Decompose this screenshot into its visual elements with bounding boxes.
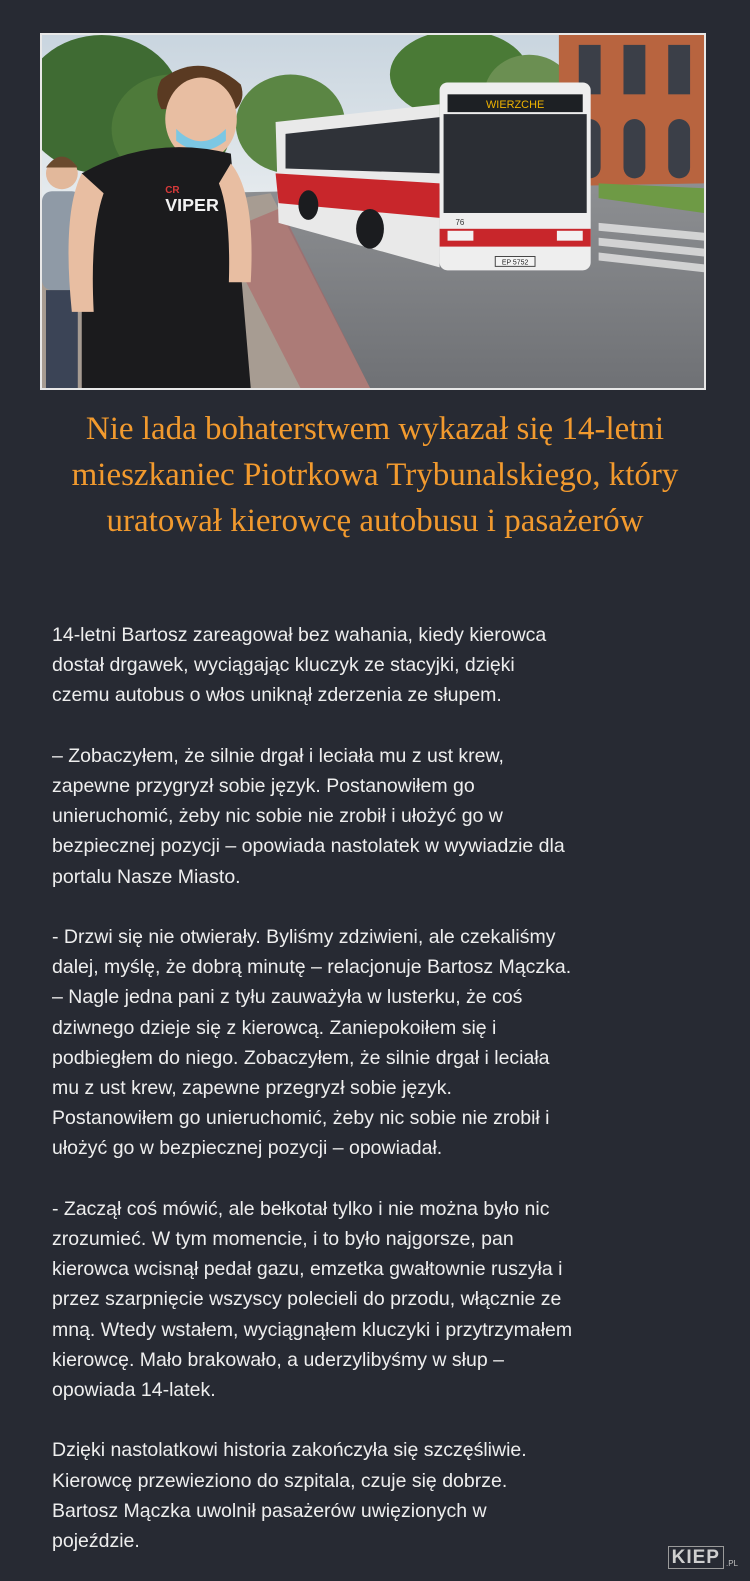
article-paragraph: - Zaczął coś mówić, ale bełkotał tylko i nie można było nic zrozumieć. W tym momencie, i to było najgorsze, pan kierowca wcisnął pedał gazu, emzetka gwałtownie ruszyła i przez szarpnięcie wszyscy polecieli do przodu, włącznie ze mną. Wtedy wstałem, wyciągnąłem kluczyki i przytrzymałem kierowcę. Mało brakowało, a uderzylibyśmy w słup – opowiada 14-latek. bbox=[52, 1197, 573, 1402]
bus-number: 76 bbox=[455, 217, 465, 227]
shirt-print-large: VIPER bbox=[165, 195, 219, 215]
bus-plate: EP 5752 bbox=[501, 259, 529, 267]
bus-destination-sign: WIERZCHE bbox=[486, 99, 545, 112]
site-watermark bbox=[668, 1546, 738, 1569]
watermark-logo: KIEP bbox=[668, 1546, 724, 1569]
watermark-suffix: .PL bbox=[725, 1559, 738, 1568]
article-paragraph: - Drzwi się nie otwierały. Byliśmy zdziwieni, ale czekaliśmy dalej, myślę, że dobrą minutę – relacjonuje Bartosz Mączka. – Nagle jedna pani z tyłu zauważyła w lusterku, że coś dziwnego dzieje się z kierowcą. Zaniepokoiłem się i podbiegłem do niego. Zobaczyłem, że silnie drgał i leciała mu z ust krew, zapewne przegryzł sobie język. Postanowiłem go unieruchomić, żeby nic sobie nie zrobił i ułożyć go w bezpiecznej pozycji – opowiadał. bbox=[52, 926, 572, 1160]
article-photo bbox=[40, 33, 706, 390]
article-body bbox=[52, 620, 702, 1556]
article-paragraph: 14-letni Bartosz zareagował bez wahania, kiedy kierowca dostał drgawek, wyciągając kluczyk ze stacyjki, dzięki czemu autobus o włos uniknął zderzenia ze słupem. bbox=[52, 624, 547, 707]
photo-illustration bbox=[42, 35, 704, 388]
headline: Nie lada bohaterstwem wykazał się 14-letni mieszkaniec Piotrkowa Trybunalskiego, który uratował kierowcę autobusu i pasażerów bbox=[71, 411, 679, 539]
article-paragraph: – Zobaczyłem, że silnie drgał i leciała mu z ust krew, zapewne przygryzł sobie język. Postanowiłem go unieruchomić, żeby nic sobie nie zrobił i ułożyć go w bezpiecznej pozycji – opowiada nastolatek w wywiadzie dla portalu Nasze Miasto. bbox=[52, 744, 565, 888]
shirt-print-small: CR bbox=[165, 185, 180, 197]
article-paragraph: Dzięki nastolatkowi historia zakończyła się szczęśliwie. Kierowcę przewieziono do szpitala, czuje się dobrze. Bartosz Mączka uwolnił pasażerów uwięzionych w pojeździe. bbox=[52, 1439, 527, 1553]
